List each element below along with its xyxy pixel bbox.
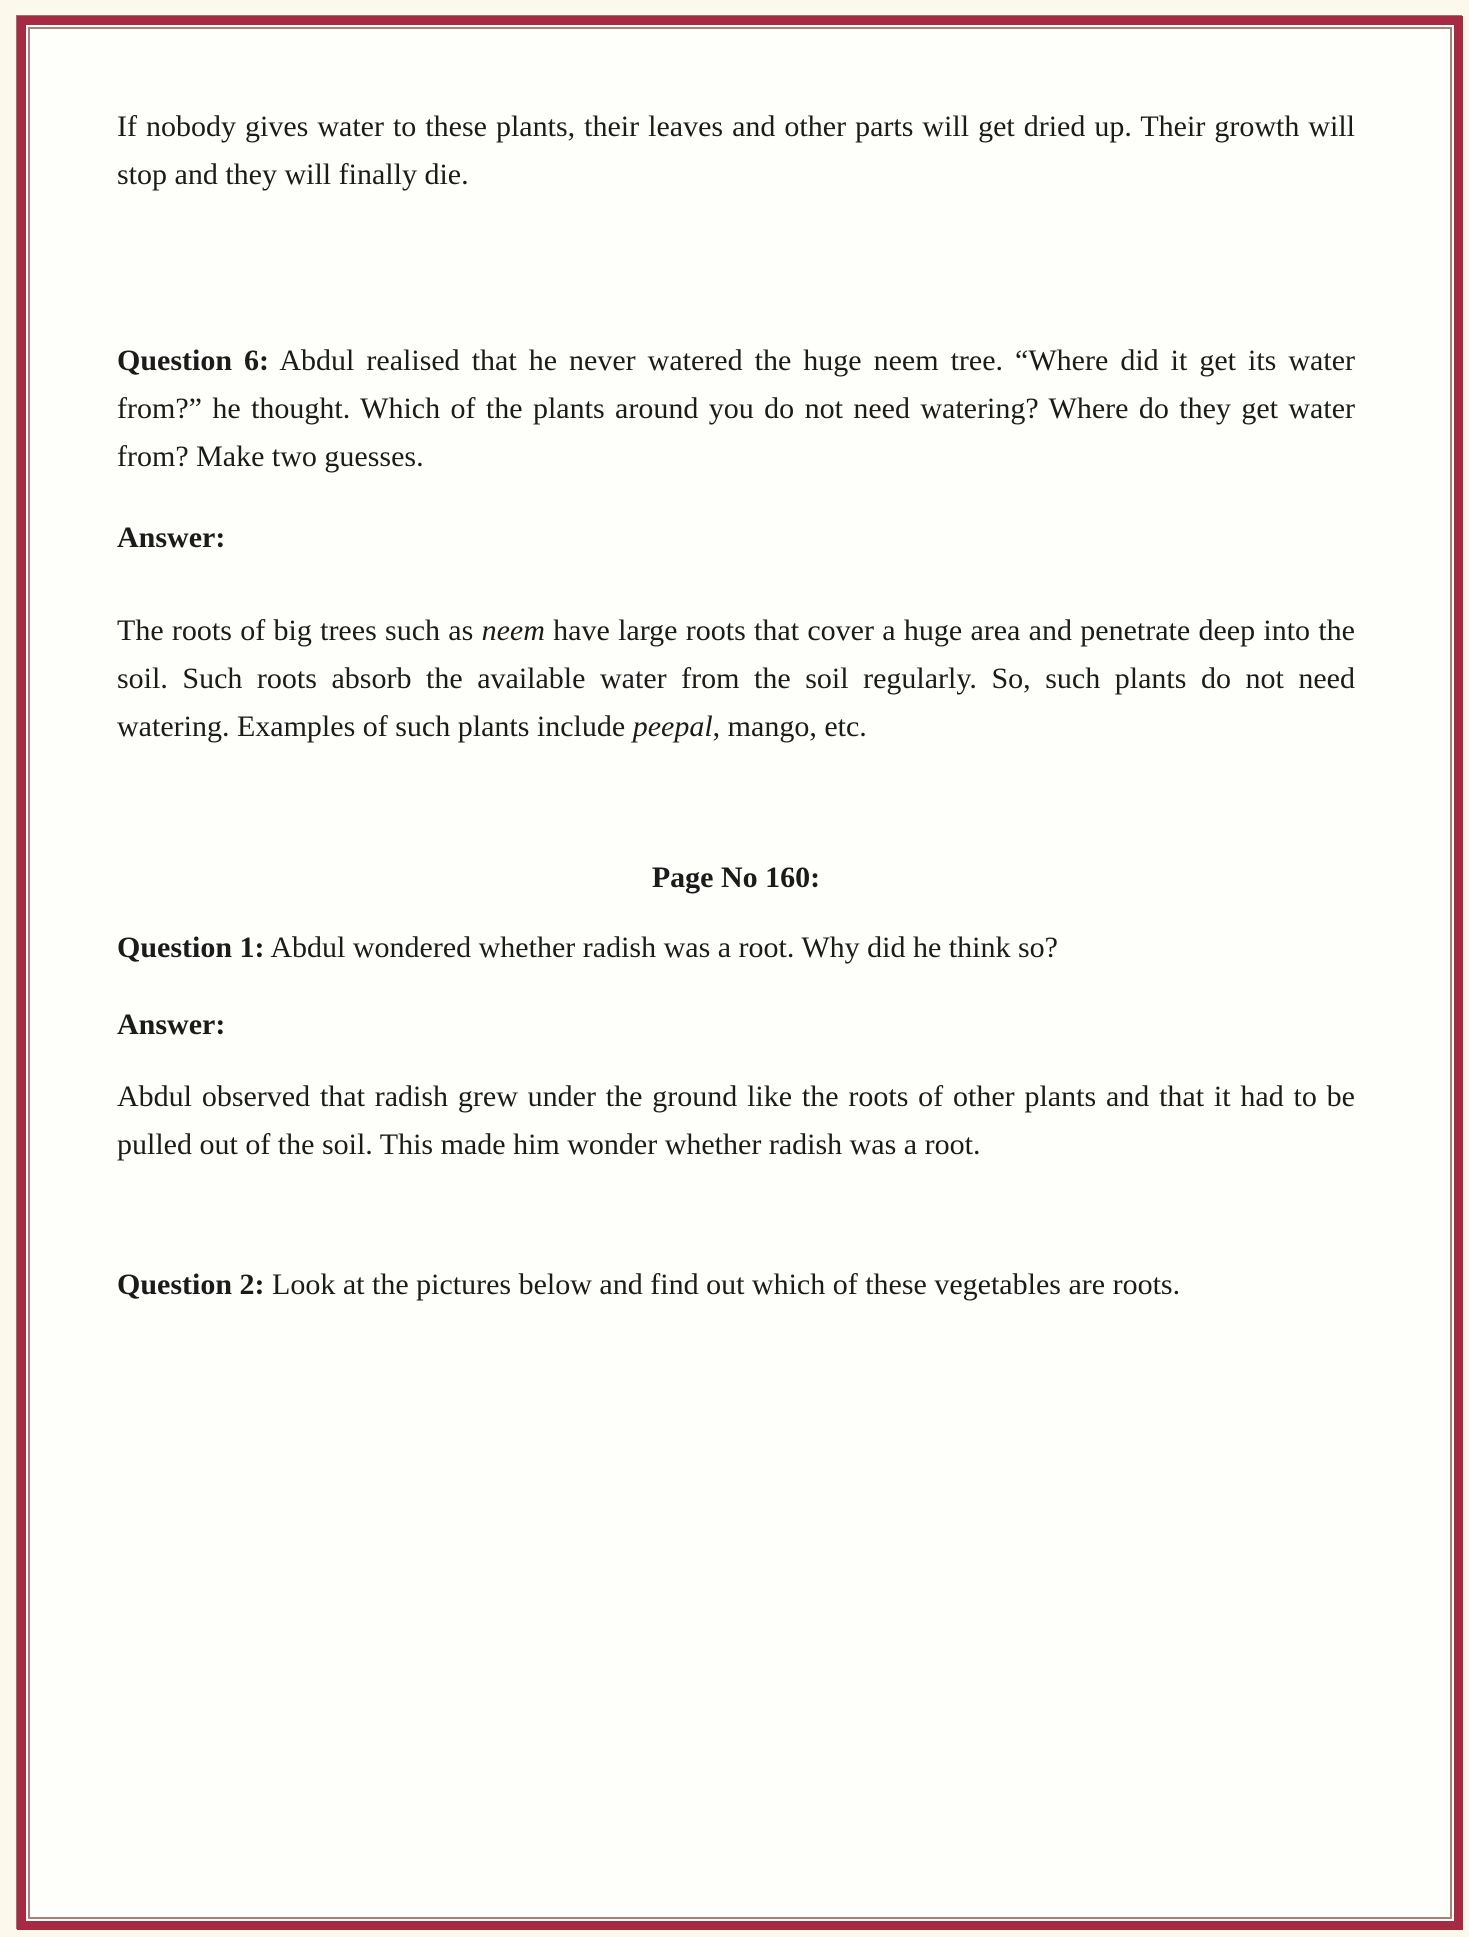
page-frame-inner [28, 27, 1452, 1919]
answer-label-1-text: Answer: [117, 521, 226, 554]
answer-label-2-text: Answer: [117, 1008, 226, 1041]
question-1 [117, 924, 1355, 972]
answer-1-paragraph [117, 1073, 1355, 1169]
intro-text: If nobody gives water to these plants, their leaves and other parts will get dried up. Their growth will stop and they will finally die. [117, 110, 1355, 191]
answer-6-part3: , mango, etc. [712, 710, 867, 743]
question-2 [117, 1261, 1355, 1309]
page-heading-text: Page No 160: [651, 861, 821, 894]
page-heading [117, 854, 1355, 902]
italic-term-peepal: peepal [632, 710, 713, 743]
question-2-body: Look at the pictures below and find out which of these vegetables are roots. [264, 1268, 1181, 1301]
page-frame-outer [17, 16, 1463, 1930]
question-6-label: Question 6: [117, 344, 270, 377]
question-6-body: Abdul realised that he never watered the huge neem tree. “Where did it get its water from?” he thought. Which of the plants around you do not need watering? Where do they get water from? Make two guesses. [117, 344, 1355, 473]
answer-label-1 [117, 514, 1355, 562]
question-6 [117, 337, 1355, 481]
intro-paragraph [117, 103, 1355, 199]
answer-6-part1: The roots of big trees such as [117, 614, 482, 647]
italic-term-neem: neem [481, 614, 545, 647]
answer-1-text: Abdul observed that radish grew under the ground like the roots of other plants and that it had to be pulled out of the soil. This made him wonder whether radish was a root. [117, 1080, 1355, 1161]
answer-6-part2: have large roots that cover a huge area and penetrate deep into the soil. Such roots absorb the available water from the soil regularly. So, such plants do not need watering. Examples of such plants include [117, 614, 1355, 743]
question-2-label: Question 2: [117, 1268, 265, 1301]
answer-label-2 [117, 1001, 1355, 1049]
answer-6-paragraph [117, 607, 1355, 751]
question-1-label: Question 1: [117, 931, 265, 964]
page-content [30, 29, 1450, 1917]
question-1-body: Abdul wondered whether radish was a root. Why did he think so? [264, 931, 1058, 964]
